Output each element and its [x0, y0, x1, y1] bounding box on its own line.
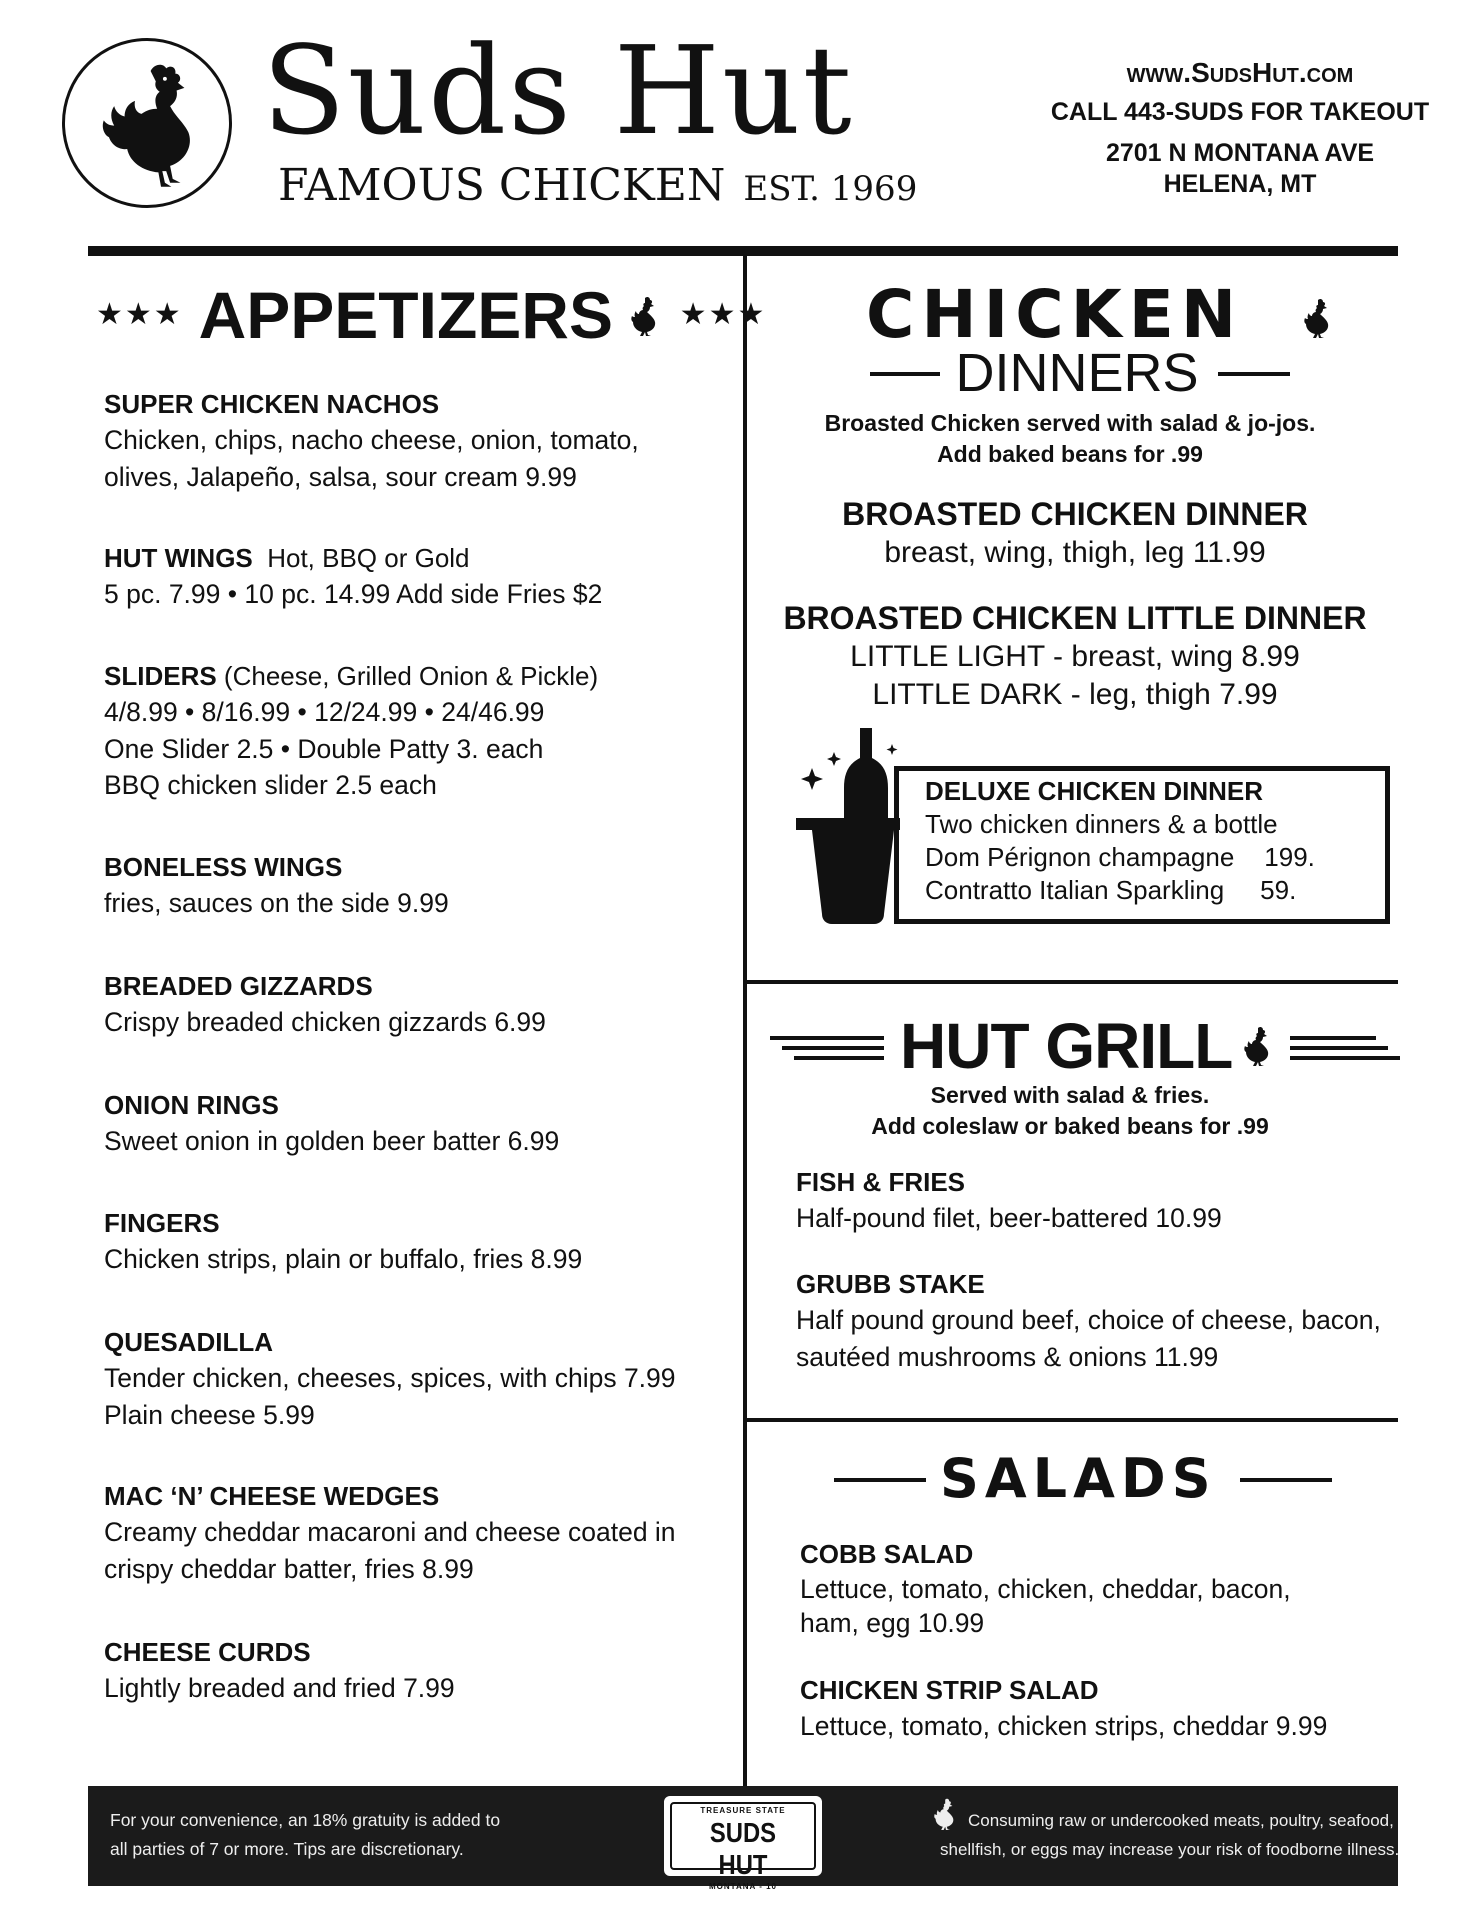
chicken-dinners-subtitle: DINNERS	[955, 343, 1199, 403]
column-divider	[743, 256, 747, 1790]
notice-line: all parties of 7 or more. Tips are discretionary.	[110, 1839, 464, 1859]
item-description: Plain cheese 5.99	[104, 1399, 315, 1430]
phone-line: CALL 443-SUDS FOR TAKEOUT	[1050, 97, 1430, 126]
contact-block	[1010, 56, 1470, 200]
license-plate	[664, 1796, 822, 1891]
item-description: 5 pc. 7.99 • 10 pc. 14.99 Add side Fries $2	[104, 579, 603, 609]
address-line-2: HELENA, MT	[1163, 169, 1317, 198]
item-name: FISH & FRIES	[796, 1167, 966, 1197]
rooster-icon	[1304, 298, 1334, 338]
item-description: Sweet onion in golden beer batter 6.99	[104, 1126, 560, 1156]
item-description: One Slider 2.5 • Double Patty 3. each	[104, 733, 544, 764]
item-name: BROASTED CHICKEN LITTLE DINNER	[783, 600, 1367, 636]
menu-item	[104, 849, 724, 922]
appetizers-heading	[96, 278, 767, 352]
deluxe-dinner	[925, 774, 1385, 907]
item-description: Lightly breaded and fried 7.99	[104, 1673, 455, 1703]
item-name: SLIDERS	[104, 661, 217, 691]
item-name: MAC ‘N’ CHEESE WEDGES	[104, 1481, 440, 1511]
rooster-icon	[1244, 1026, 1274, 1066]
appetizers-title: APPETIZERS	[198, 278, 613, 352]
item-note: Hot, BBQ or Gold	[267, 543, 470, 573]
rooster-icon	[83, 53, 213, 193]
title-dash-right	[1218, 372, 1290, 376]
item-description: Chicken strips, plain or buffalo, fries 8.99	[104, 1244, 583, 1274]
website-link[interactable]: www.SudsHut.com	[1126, 57, 1354, 88]
menu-item	[104, 1634, 724, 1707]
rooster-icon	[631, 296, 661, 336]
item-name: CHICKEN STRIP SALAD	[800, 1675, 1099, 1705]
plate-top-text: TREASURE STATE	[700, 1806, 786, 1815]
note-line: Served with salad & fries.	[930, 1082, 1210, 1108]
item-description: LITTLE DARK - leg, thigh 7.99	[872, 678, 1278, 711]
salads-title: SALADS	[940, 1447, 1217, 1510]
item-name: DELUXE CHICKEN DINNER	[925, 776, 1264, 806]
item-description: Chicken, chips, nacho cheese, onion, tomato,	[104, 425, 639, 455]
hut-grill-note	[760, 1080, 1380, 1142]
item-description: 4/8.99 • 8/16.99 • 12/24.99 • 24/46.99	[104, 697, 545, 727]
note-line: Add coleslaw or baked beans for .99	[871, 1113, 1269, 1139]
row-label: Dom Pérignon champagne	[925, 842, 1235, 872]
item-description: Half-pound filet, beer-battered 10.99	[796, 1203, 1222, 1233]
section-rule	[745, 1418, 1398, 1422]
food-safety-warning	[940, 1806, 1399, 1864]
item-name: COBB SALAD	[800, 1539, 974, 1569]
item-description: BBQ chicken slider 2.5 each	[104, 770, 437, 800]
item-description: ham, egg 10.99	[800, 1608, 985, 1638]
item-description: Two chicken dinners & a bottle	[925, 809, 1278, 839]
stars-right: ★★★	[679, 298, 767, 331]
broasted-dinner	[760, 494, 1390, 572]
price-row	[925, 874, 1385, 907]
item-description: crispy cheddar batter, fries 8.99	[104, 1553, 474, 1584]
menu-item	[104, 1478, 724, 1587]
plate-bottom-text: MONTANA - 10	[709, 1882, 777, 1891]
champagne-bucket-icon	[790, 728, 910, 928]
item-description: LITTLE LIGHT - breast, wing 8.99	[850, 640, 1300, 673]
established-year: EST. 1969	[743, 169, 918, 209]
item-name: BROASTED CHICKEN DINNER	[842, 496, 1308, 532]
item-name: FINGERS	[104, 1208, 220, 1238]
note-line: Broasted Chicken served with salad & jo-jos.	[824, 410, 1316, 436]
menu-item	[104, 540, 724, 613]
item-description: fries, sauces on the side 9.99	[104, 888, 449, 918]
hut-grill-title: HUT GRILL	[900, 1010, 1233, 1082]
brand-name: Suds Hut	[262, 20, 854, 162]
warning-line: shellfish, or eggs may increase your risk of foodborne illness.	[940, 1840, 1400, 1859]
menu-item	[104, 1205, 724, 1278]
stars-left: ★★★	[96, 298, 183, 331]
address-line-1: 2701 N MONTANA AVE	[1105, 138, 1375, 167]
menu-item	[800, 1672, 1400, 1745]
note-line: Add baked beans for .99	[937, 441, 1203, 467]
notice-line: For your convenience, an 18% gratuity is added to	[110, 1810, 501, 1830]
item-name: GRUBB STAKE	[796, 1269, 985, 1299]
title-dash-left	[834, 1478, 926, 1482]
item-description: Crispy breaded chicken gizzards 6.99	[104, 1007, 546, 1037]
chicken-dinners-title: CHICKEN	[866, 276, 1244, 353]
item-name: BONELESS WINGS	[104, 852, 343, 882]
item-name: ONION RINGS	[104, 1090, 279, 1120]
grill-lines-left	[770, 1036, 884, 1060]
item-name-row	[104, 658, 724, 694]
little-dinner	[760, 598, 1390, 714]
item-description: breast, wing, thigh, leg 11.99	[884, 536, 1266, 569]
plate-name: SUDS HUT	[709, 1817, 777, 1880]
menu-item	[104, 1324, 724, 1433]
menu-item	[800, 1536, 1400, 1640]
row-label: Contratto Italian Sparkling	[925, 875, 1225, 905]
section-rule	[745, 980, 1398, 984]
title-dash-right	[1240, 1478, 1332, 1482]
menu-item	[796, 1164, 1396, 1237]
item-name: SUPER CHICKEN NACHOS	[104, 389, 440, 419]
chicken-dinners-note	[760, 408, 1380, 470]
item-name: QUESADILLA	[104, 1327, 273, 1357]
menu-item	[104, 658, 724, 804]
item-description: Lettuce, tomato, chicken strips, cheddar 9.99	[800, 1711, 1328, 1741]
row-price: 199.	[1264, 842, 1315, 872]
tagline-text: FAMOUS CHICKEN	[278, 160, 726, 211]
item-name: HUT WINGS	[104, 543, 253, 573]
header-rule	[88, 246, 1398, 256]
menu-item	[796, 1266, 1396, 1375]
menu-item	[104, 386, 724, 495]
item-name-row	[104, 540, 724, 576]
warning-line: Consuming raw or undercooked meats, poultry, seafood,	[968, 1811, 1394, 1830]
gratuity-notice	[110, 1806, 500, 1864]
item-name: CHEESE CURDS	[104, 1637, 311, 1667]
menu-item	[104, 1087, 724, 1160]
price-row	[925, 841, 1385, 874]
grill-lines-right	[1290, 1036, 1400, 1060]
brand-tagline	[278, 160, 918, 211]
row-price: 59.	[1260, 875, 1297, 905]
item-note: (Cheese, Grilled Onion & Pickle)	[223, 661, 599, 691]
item-description: Tender chicken, cheeses, spices, with chips 7.99	[104, 1363, 676, 1393]
item-name: BREADED GIZZARDS	[104, 971, 373, 1001]
item-description: Lettuce, tomato, chicken, cheddar, bacon,	[800, 1574, 1291, 1604]
item-description: olives, Jalapeño, salsa, sour cream 9.99	[104, 461, 577, 492]
item-description: sautéed mushrooms & onions 11.99	[796, 1341, 1219, 1372]
logo	[62, 38, 232, 208]
item-description: Half pound ground beef, choice of cheese, bacon,	[796, 1305, 1381, 1335]
menu-item	[104, 968, 724, 1041]
item-description: Creamy cheddar macaroni and cheese coated in	[104, 1517, 676, 1547]
